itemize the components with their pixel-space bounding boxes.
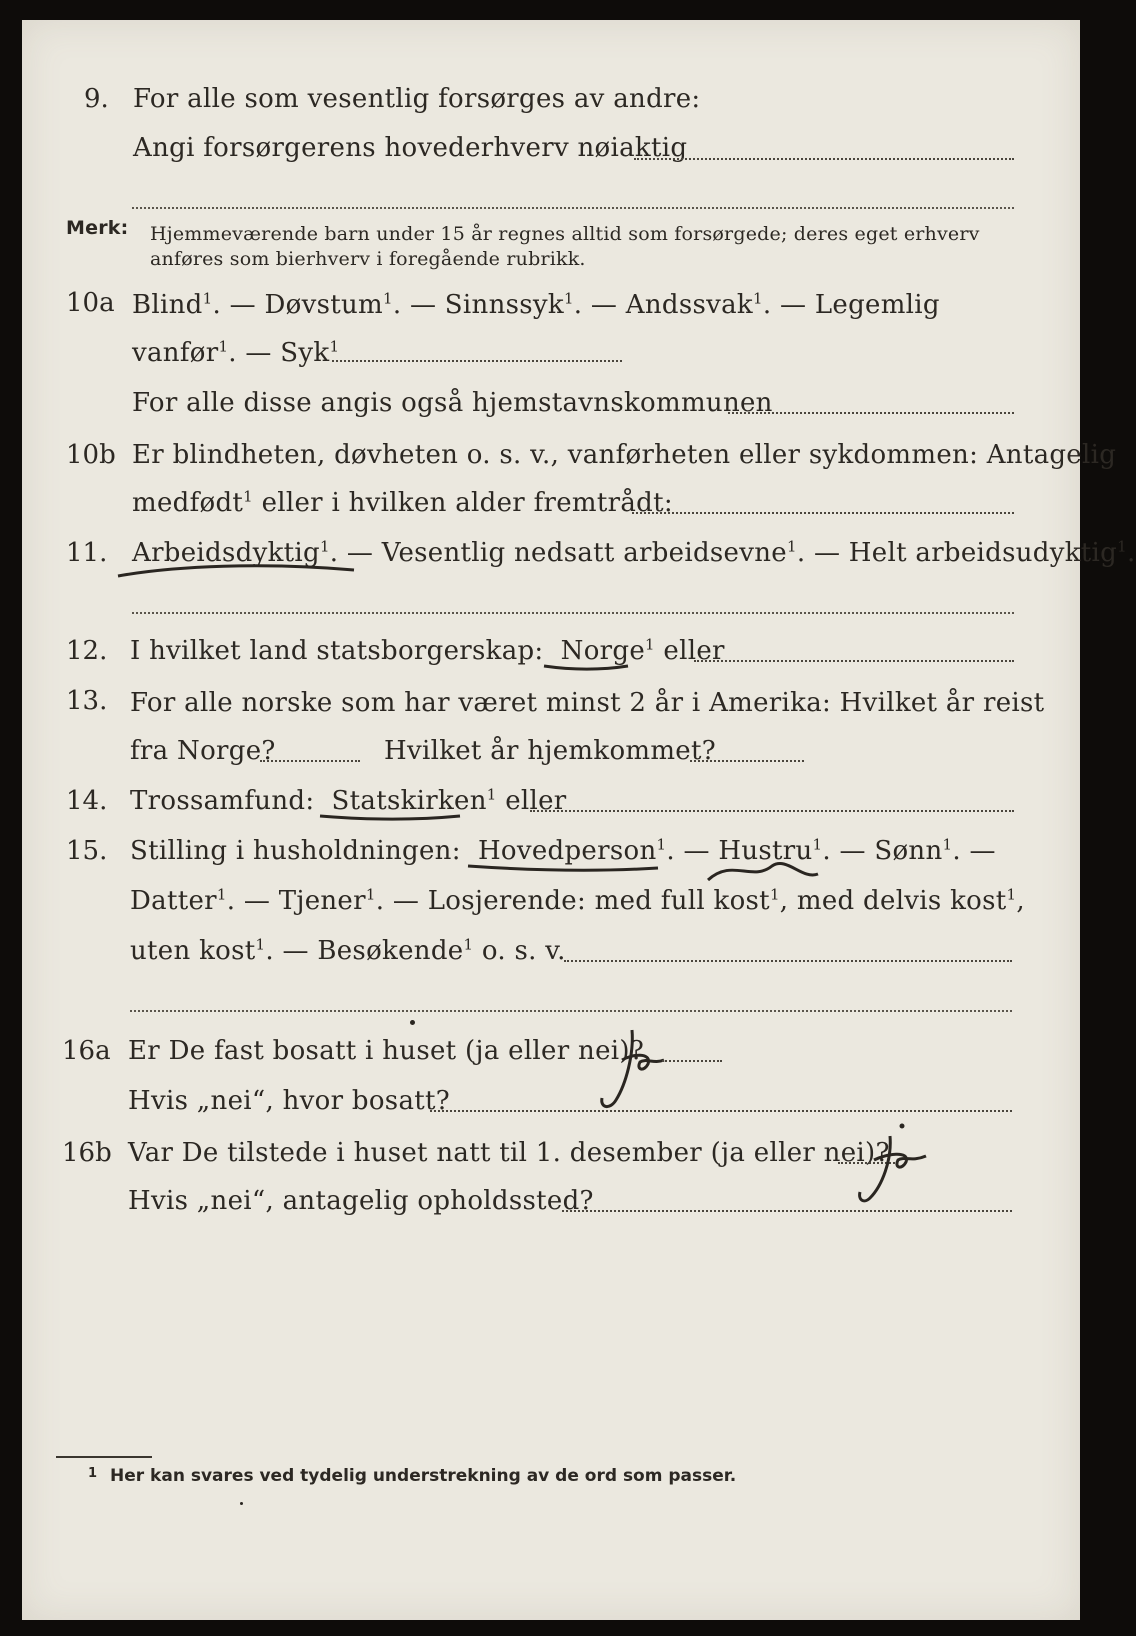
footnote-text: Her kan svares ved tydelig understrekning av de ord som passer. (110, 1466, 737, 1486)
merk-label: Merk: (66, 217, 129, 239)
q10b-answer-line[interactable] (632, 512, 1014, 514)
q10b-line1: Er blindheten, døvheten o. s. v., vanførheten eller sykdommen: Antagelig (132, 440, 1117, 470)
merk-line2: anføres som bierhverv i foregående rubrikk. (150, 248, 586, 270)
q12-answer-line[interactable] (694, 660, 1014, 662)
q9-line2: Angi forsørgerens hovederhverv nøiaktig (133, 133, 688, 163)
q14-number: 14. (66, 786, 108, 816)
q12-underline-mark (542, 660, 632, 674)
census-form-page (22, 20, 1136, 1620)
q16a-number: 16a (62, 1036, 111, 1066)
q15-line3: uten kost$^1$. — Besøkende$^1$ o. s. v. (130, 935, 566, 966)
q15-number: 15. (66, 836, 108, 866)
q11-underline-mark (114, 560, 364, 584)
q11-line: Arbeidsdyktig$^1$. — Vesentlig nedsatt arbeidsevne$^1$. — Helt arbeidsudyktig$^1$. (132, 537, 1136, 568)
q10b-number: 10b (66, 440, 116, 470)
q15-line2: Datter$^1$. — Tjener$^1$. — Losjerende: med full kost$^1$, med delvis kost$^1$, (130, 885, 1025, 916)
q10a-line2: vanfør$^1$. — Syk$^1$ (132, 337, 340, 368)
footnote-marker: 1 (88, 1466, 98, 1481)
q12-line: I hvilket land statsborgerskap: Norge$^1$ eller (130, 635, 725, 666)
q10a-syk-line[interactable] (332, 360, 622, 362)
q10b-line2: medfødt$^1$ eller i hvilken alder fremtrådt: (132, 487, 673, 518)
q12-number: 12. (66, 636, 108, 666)
q9-number: 9. (84, 84, 109, 114)
q9-line1: For alle som vesentlig forsørges av andre: (133, 84, 701, 114)
ink-speck (240, 1502, 243, 1505)
q9-answer-line[interactable] (634, 158, 1014, 160)
q13-hjem-line[interactable] (690, 760, 804, 762)
q13-line2b: Hvilket år hjemkommet? (384, 736, 716, 766)
q16b-opholdssted-line[interactable] (562, 1210, 1012, 1212)
q15-underline-mark (466, 860, 662, 876)
q14-answer-line[interactable] (530, 810, 1014, 812)
q16a-handwritten-answer (592, 1024, 672, 1114)
q16b-line1: Var De tilstede i huset natt til 1. desember (ja eller nei)? (128, 1138, 890, 1168)
q11-number: 11. (66, 538, 108, 568)
q13-number: 13. (66, 686, 108, 716)
q11-extra-line[interactable] (132, 612, 1014, 614)
q16a-bosatt-line[interactable] (430, 1110, 1012, 1112)
q15-line1: Stilling i husholdningen: Hovedperson$^1$. — Hustru$^1$. — Sønn$^1$. — (130, 835, 996, 866)
footnote-rule (56, 1456, 152, 1458)
q10a-line3: For alle disse angis også hjemstavnskommunen (132, 388, 773, 418)
q13-line1: For alle norske som har været minst 2 år i Amerika: Hvilket år reist (130, 688, 1045, 718)
q16b-handwritten-answer (840, 1120, 950, 1212)
q14-underline-mark (318, 810, 464, 824)
q10a-number: 10a (66, 288, 115, 318)
q13-line2a: fra Norge? (130, 736, 276, 766)
q16a-line2: Hvis „nei“, hvor bosatt? (128, 1086, 450, 1116)
q14-line: Trossamfund: Statskirken$^1$ eller (130, 785, 567, 816)
q13-reist-line[interactable] (260, 760, 360, 762)
q9-extra-line[interactable] (132, 207, 1014, 209)
q16b-line2: Hvis „nei“, antagelig opholdssted? (128, 1186, 594, 1216)
q10a-line1: Blind$^1$. — Døvstum$^1$. — Sinnssyk$^1$. — Andssvak$^1$. — Legemlig (132, 289, 940, 320)
q16b-number: 16b (62, 1138, 112, 1168)
q10a-kommune-line[interactable] (728, 412, 1014, 414)
q15-extra-line[interactable] (130, 1010, 1012, 1012)
ink-dot (410, 1020, 415, 1025)
merk-line1: Hjemmeværende barn under 15 år regnes alltid som forsørgede; deres eget erhverv (150, 223, 980, 245)
q15-answer-line[interactable] (564, 960, 1012, 962)
q16a-answer-line[interactable] (662, 1060, 722, 1062)
q16a-line1: Er De fast bosatt i huset (ja eller nei)? (128, 1036, 645, 1066)
